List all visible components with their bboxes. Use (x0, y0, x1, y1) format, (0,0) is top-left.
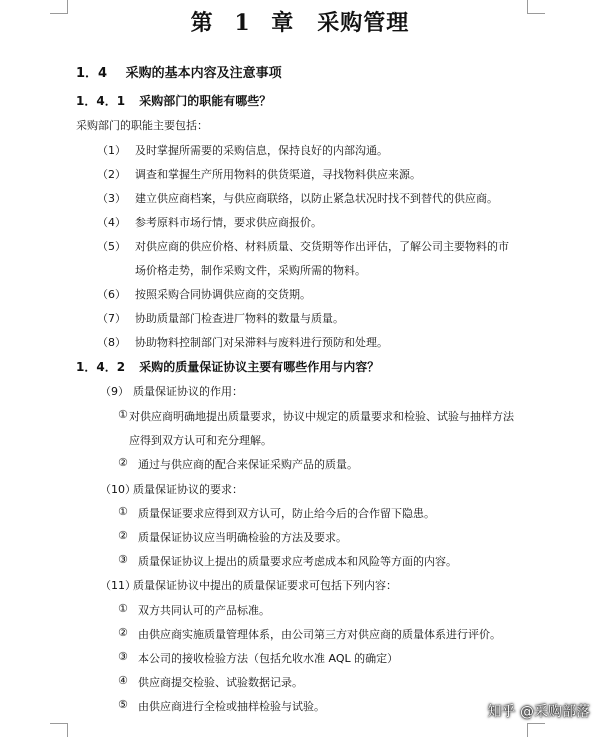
corner-mark-bottom-left (50, 723, 68, 737)
item-text: 协助物料控制部门对呆滞料与废料进行预防和处理。 (135, 336, 388, 349)
subsection-heading-2 (76, 358, 379, 375)
item-number: （4） (97, 216, 126, 229)
item-number: （3） (97, 192, 126, 205)
item-number: （5） (97, 240, 126, 253)
item-marker: ④ (118, 674, 128, 687)
item-text: 按照采购合同协调供应商的交货期。 (135, 288, 311, 301)
subsection-title: 采购的质量保证协议主要有哪些作用与内容？ (139, 360, 380, 374)
item-marker: ⑤ (118, 698, 128, 711)
item-text: 由供应商实施质量管理体系，由公司第三方对供应商的质量体系进行评价。 (138, 628, 501, 641)
group-number: （10） (100, 483, 136, 496)
group-label: 质量保证协议中提出的质量保证要求可包括下列内容： (133, 579, 397, 592)
item-text: 对供应商的供应价格、材料质量、交货期等作出评估，了解公司主要物料的市 (135, 240, 509, 253)
item-marker: ① (118, 408, 128, 421)
subsection-heading-1 (76, 92, 271, 109)
group-label: 质量保证协议的要求： (133, 483, 243, 496)
item-marker: ② (118, 626, 128, 639)
item-text: 建立供应商档案，与供应商联络，以防止紧急状况时找不到替代的供应商。 (135, 192, 498, 205)
item-text: 协助质量部门检查进厂物料的数量与质量。 (135, 312, 344, 325)
item-number: （6） (97, 288, 126, 301)
subsection-number: 1．4．1 (76, 94, 126, 108)
item-number: （8） (97, 336, 126, 349)
item-text: 由供应商进行全检或抽样检验与试验。 (138, 700, 325, 713)
item-marker: ① (118, 602, 128, 615)
item-number: （7） (97, 312, 126, 325)
item-text: 调查和掌握生产所用物料的供货渠道，寻找物料供应来源。 (135, 168, 421, 181)
item-text: 及时掌握所需要的采购信息，保持良好的内部沟通。 (135, 144, 388, 157)
item-text: 双方共同认可的产品标准。 (138, 604, 270, 617)
subsection-number: 1．4．2 (76, 360, 126, 374)
corner-mark-bottom-right (527, 723, 545, 737)
item-text: 对供应商明确地提出质量要求，协议中规定的质量要求和检验、试验与抽样方法 (129, 410, 514, 423)
group-number: （11） (100, 579, 136, 592)
item-text-continuation: 应得到双方认可和充分理解。 (129, 434, 272, 447)
group-number: （9） (100, 385, 129, 398)
item-number: （2） (97, 168, 126, 181)
item-marker: ③ (118, 650, 128, 663)
item-text-continuation: 场价格走势，制作采购文件，采购所需的物料。 (135, 264, 366, 277)
item-number: （1） (97, 144, 126, 157)
section-heading (76, 62, 282, 81)
item-marker: ① (118, 505, 128, 518)
item-text: 本公司的接收检验方法（包括允收水准 AQL 的确定） (138, 652, 399, 665)
chapter-title: 第 1 章 采购管理 (190, 10, 410, 36)
section-title: 采购的基本内容及注意事项 (125, 66, 282, 81)
intro-text: 采购部门的职能主要包括： (76, 119, 208, 132)
item-text: 质量保证要求应得到双方认可，防止给今后的合作留下隐患。 (138, 507, 435, 520)
section-number: 1．4 (76, 66, 108, 81)
item-marker: ② (118, 456, 128, 469)
item-text: 参考原料市场行情，要求供应商报价。 (135, 216, 322, 229)
item-marker: ② (118, 529, 128, 542)
item-marker: ③ (118, 553, 128, 566)
subsection-title: 采购部门的职能有哪些？ (139, 94, 272, 108)
item-text: 供应商提交检验、试验数据记录。 (138, 676, 303, 689)
item-text: 质量保证协议上提出的质量要求应考虑成本和风险等方面的内容。 (138, 555, 457, 568)
item-text: 通过与供应商的配合来保证采购产品的质量。 (138, 458, 358, 471)
item-text: 质量保证协议应当明确检验的方法及要求。 (138, 531, 347, 544)
zhihu-watermark: 知乎 @采购部落 (487, 704, 590, 720)
group-label: 质量保证协议的作用： (133, 385, 243, 398)
